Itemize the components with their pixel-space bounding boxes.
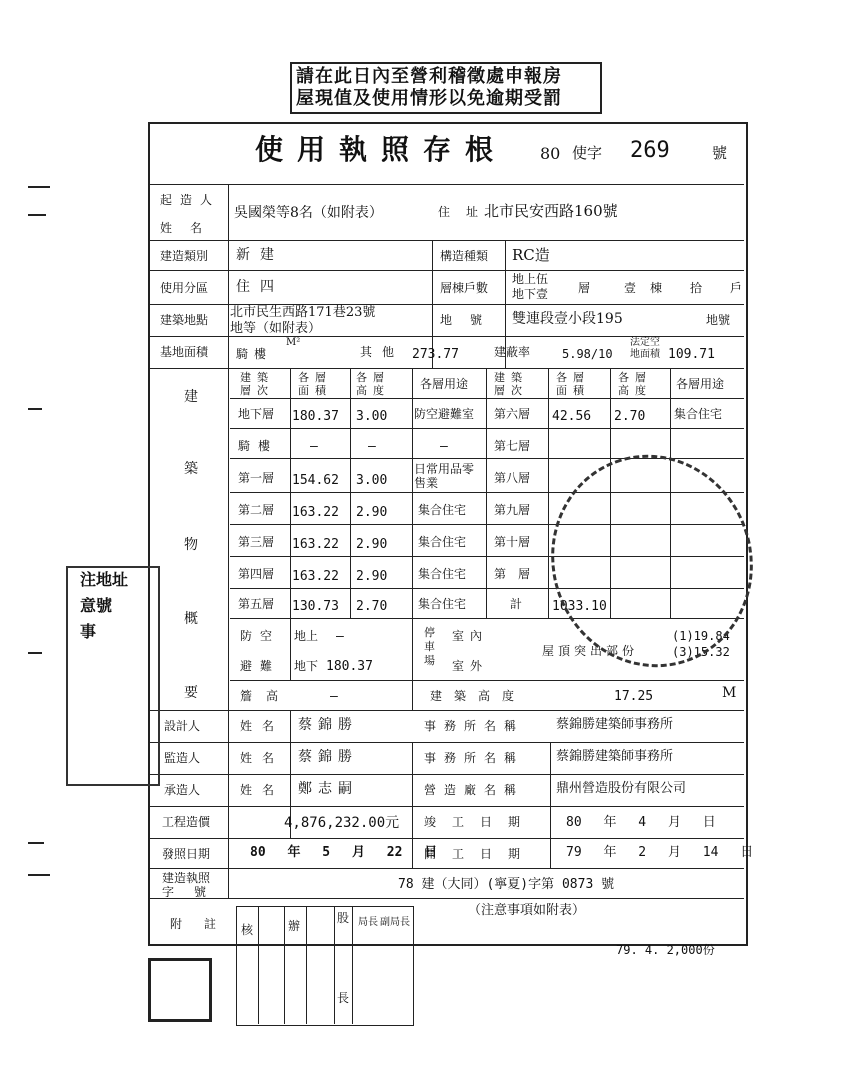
license-suffix: 號 xyxy=(712,144,728,162)
cost-value: 4,876,232.00元 xyxy=(284,815,400,831)
lot-suffix: 地號 xyxy=(706,313,731,327)
license-number: 269 xyxy=(630,138,670,163)
fl-l0-use: 防空避難室 xyxy=(414,407,475,421)
bldg-height-label: 建築高度 xyxy=(430,689,527,703)
side-label-5: 要 xyxy=(184,685,198,701)
hdr-area2: 面積 xyxy=(298,384,332,397)
other-label: 其他 xyxy=(360,345,405,359)
fl-l6-area: 130.73 xyxy=(292,599,339,614)
unit-count: 拾 xyxy=(690,281,703,295)
fl-l5-use: 集合住宅 xyxy=(418,567,467,581)
applicant-address: 北市民安西路160號 xyxy=(484,202,618,220)
shelter-up: 地上 xyxy=(294,629,319,643)
parking-outdoor: 室外 xyxy=(452,659,489,673)
fl-l0-floor: 地下層 xyxy=(238,407,275,421)
floors-up: 地上伍 xyxy=(512,272,549,286)
side-label-4: 概 xyxy=(184,611,198,627)
license-word: 使字 xyxy=(572,144,603,162)
permit-label1: 建造執照 xyxy=(162,871,211,885)
shelter-down: 地下 xyxy=(294,659,319,673)
roof-val2: (3)15.32 xyxy=(672,645,730,659)
designer-role: 設計人 xyxy=(164,719,201,733)
site-value: 北市民生西路171巷23號 xyxy=(230,305,376,320)
fl-r2-floor: 第八層 xyxy=(494,471,531,485)
side-label-1: 建 xyxy=(184,389,198,405)
roof-label: 屋頂突出部份 xyxy=(542,644,639,658)
side-label-3: 物 xyxy=(184,537,198,553)
bldg-height-value: 17.25 xyxy=(614,689,654,704)
contractor-name: 鄭志嗣 xyxy=(298,781,358,797)
license-year: 80 xyxy=(540,144,561,163)
page-title: 使用執照存根 xyxy=(255,133,508,166)
seal-stamp-bottom xyxy=(148,958,212,1022)
applicant-address-label: 住址 xyxy=(438,205,495,219)
area-label: 基地面積 xyxy=(160,345,209,359)
fl-l0-height: 3.00 xyxy=(356,409,388,424)
hdr-item-r: 建築 xyxy=(494,371,528,384)
side-stamp-line2: 意號 xyxy=(80,596,113,615)
designer-office: 蔡錦勝建築師事務所 xyxy=(556,717,674,732)
seal-label-4: 長 xyxy=(337,991,350,1005)
contractor-office: 鼎州營造股份有限公司 xyxy=(556,781,687,796)
other-value: 273.77 xyxy=(412,347,459,362)
contractor-role: 承造人 xyxy=(164,783,201,797)
hdr-item2: 層次 xyxy=(240,384,274,397)
fl-l1-height: — xyxy=(368,439,376,454)
seal-label-3: 股 xyxy=(337,911,350,925)
fl-l3-height: 2.90 xyxy=(356,505,388,520)
unit-word: 戶 xyxy=(730,281,743,295)
eave-label: 簷高 xyxy=(240,689,293,703)
type-value: 新建 xyxy=(236,247,284,263)
fl-l3-floor: 第二層 xyxy=(238,503,275,517)
parking-indoor: 室內 xyxy=(452,629,489,643)
supervisor-name: 蔡錦勝 xyxy=(298,749,358,765)
area-m2-1: M² xyxy=(286,337,301,348)
fl-l6-floor: 第五層 xyxy=(238,597,275,611)
seal-label-5: 局長 xyxy=(358,917,378,928)
fl-l1-floor: 騎樓 xyxy=(238,439,279,453)
fl-l2-floor: 第一層 xyxy=(238,471,275,485)
shelter-l1: 防空 xyxy=(240,629,281,643)
notes-value: （注意事項如附表） xyxy=(468,903,586,918)
roof-val1: (1)19.84 xyxy=(672,629,730,643)
permit-label2: 字號 xyxy=(162,885,227,899)
floors-label: 層棟戶數 xyxy=(440,281,489,295)
issue-label: 發照日期 xyxy=(162,847,211,861)
shelter-l2: 避難 xyxy=(240,659,281,673)
fl-l3-area: 163.22 xyxy=(292,505,339,520)
fl-r0-height: 2.70 xyxy=(614,409,646,424)
shelter-down-val: 180.37 xyxy=(326,659,373,674)
seal-label-2: 辦 xyxy=(288,919,301,933)
fl-r4-floor: 第十層 xyxy=(494,535,531,549)
parking-label: 停車場 xyxy=(424,626,435,667)
notice-line1: 請在此日內至營利稽徵處申報房 xyxy=(296,66,562,87)
fl-l6-height: 2.70 xyxy=(356,599,388,614)
side-label-2: 築 xyxy=(184,461,198,477)
fl-r6-floor: 計 xyxy=(510,597,523,611)
lot-value: 雙連段壹小段195 xyxy=(512,311,623,327)
side-stamp-line1: 注地址 xyxy=(80,570,129,589)
site-label: 建築地點 xyxy=(160,313,209,327)
open-label2: 地面積 xyxy=(630,349,660,360)
fl-r0-floor: 第六層 xyxy=(494,407,531,421)
hdr-item: 建築 xyxy=(240,371,274,384)
open-label1: 法定空 xyxy=(630,337,660,348)
bldg-height-unit: M xyxy=(722,685,737,701)
struct-label: 構造種類 xyxy=(440,249,489,263)
start-label: 開工日期 xyxy=(424,847,537,861)
fl-l6-use: 集合住宅 xyxy=(418,597,467,611)
cost-label: 工程造價 xyxy=(162,815,211,829)
applicant-label-bottom: 姓名 xyxy=(160,221,221,235)
issue-value: 80 年 5 月 22 日 xyxy=(250,845,438,860)
type-label: 建造類別 xyxy=(160,249,209,263)
ratio-label: 建蔽率 xyxy=(494,345,531,359)
fl-l4-height: 2.90 xyxy=(356,537,388,552)
fl-r0-use: 集合住宅 xyxy=(674,407,723,421)
hdr-height-r: 各層 xyxy=(618,371,652,384)
designer-name-label: 姓名 xyxy=(240,719,285,733)
zone-label: 使用分區 xyxy=(160,281,209,295)
start-value: 79 年 2 月 14 日 xyxy=(566,845,754,860)
print-count: 79. 4. 2,000份 xyxy=(616,943,715,957)
fl-l1-use: — xyxy=(440,439,448,454)
site-value2: 地等（如附表） xyxy=(230,321,322,336)
fl-l2-use: 日常用品零售業 xyxy=(414,462,475,490)
contractor-office-label: 營造廠名稱 xyxy=(424,783,525,797)
hdr-height2-r: 高度 xyxy=(618,384,652,397)
shelter-up-val: — xyxy=(336,629,344,644)
fl-l5-floor: 第四層 xyxy=(238,567,275,581)
zone-value: 住四 xyxy=(236,279,284,295)
lot-label: 地號 xyxy=(440,313,501,327)
fl-l0-area: 180.37 xyxy=(292,409,339,424)
fl-l5-height: 2.90 xyxy=(356,569,388,584)
hdr-area-r: 各層 xyxy=(556,371,590,384)
done-value: 80 年 4 月 日 xyxy=(566,815,716,830)
hdr-area: 各層 xyxy=(298,371,332,384)
eave-value: — xyxy=(330,689,338,704)
hdr-height: 各層 xyxy=(356,371,390,384)
hdr-item2-r: 層次 xyxy=(494,384,528,397)
seal-label-1: 核 xyxy=(241,923,254,937)
notice-line2: 屋現值及使用情形以免逾期受罰 xyxy=(296,88,562,109)
hdr-height2: 高度 xyxy=(356,384,390,397)
supervisor-office-label: 事務所名稱 xyxy=(424,751,525,765)
hdr-area2-r: 面積 xyxy=(556,384,590,397)
fl-r5-floor: 第 層 xyxy=(494,567,531,581)
side-stamp-line3: 事 xyxy=(80,622,97,641)
fl-l5-area: 163.22 xyxy=(292,569,339,584)
fl-l4-area: 163.22 xyxy=(292,537,339,552)
floor-word: 層 xyxy=(578,281,591,295)
fl-r0-area: 42.56 xyxy=(552,409,592,424)
bldg-count: 壹 xyxy=(624,281,637,295)
fl-l1-area: — xyxy=(310,439,318,454)
hdr-use-r: 各層用途 xyxy=(676,377,725,391)
struct-value: RC造 xyxy=(512,246,550,264)
done-label: 竣工日期 xyxy=(424,815,537,829)
applicant-label-top: 起造人 xyxy=(160,193,221,207)
fl-l2-area: 154.62 xyxy=(292,473,339,488)
designer-office-label: 事務所名稱 xyxy=(424,719,525,733)
supervisor-office: 蔡錦勝建築師事務所 xyxy=(556,749,674,764)
ratio-value: 5.98/10 xyxy=(562,347,613,361)
fl-r6-area: 1033.10 xyxy=(552,599,607,614)
fl-l4-use: 集合住宅 xyxy=(418,535,467,549)
seal-label-6: 副局長 xyxy=(380,917,410,928)
floors-down: 地下壹 xyxy=(512,287,549,301)
fl-r3-floor: 第九層 xyxy=(494,503,531,517)
applicant-name: 吳國榮等8名（如附表） xyxy=(234,205,383,221)
open-value: 109.71 xyxy=(668,347,715,362)
permit-value: 78 建（大同）(寧夏)字第 0873 號 xyxy=(398,877,615,892)
supervisor-role: 監造人 xyxy=(164,751,201,765)
hdr-use: 各層用途 xyxy=(420,377,469,391)
fl-l2-height: 3.00 xyxy=(356,473,388,488)
fl-r1-floor: 第七層 xyxy=(494,439,531,453)
fl-l4-floor: 第三層 xyxy=(238,535,275,549)
fl-l3-use: 集合住宅 xyxy=(418,503,467,517)
bldg-word: 棟 xyxy=(650,281,663,295)
designer-name: 蔡錦勝 xyxy=(298,717,358,733)
supervisor-name-label: 姓名 xyxy=(240,751,285,765)
arcade-label: 騎樓 xyxy=(236,347,273,361)
notes-label: 附註 xyxy=(170,917,239,931)
contractor-name-label: 姓名 xyxy=(240,783,285,797)
